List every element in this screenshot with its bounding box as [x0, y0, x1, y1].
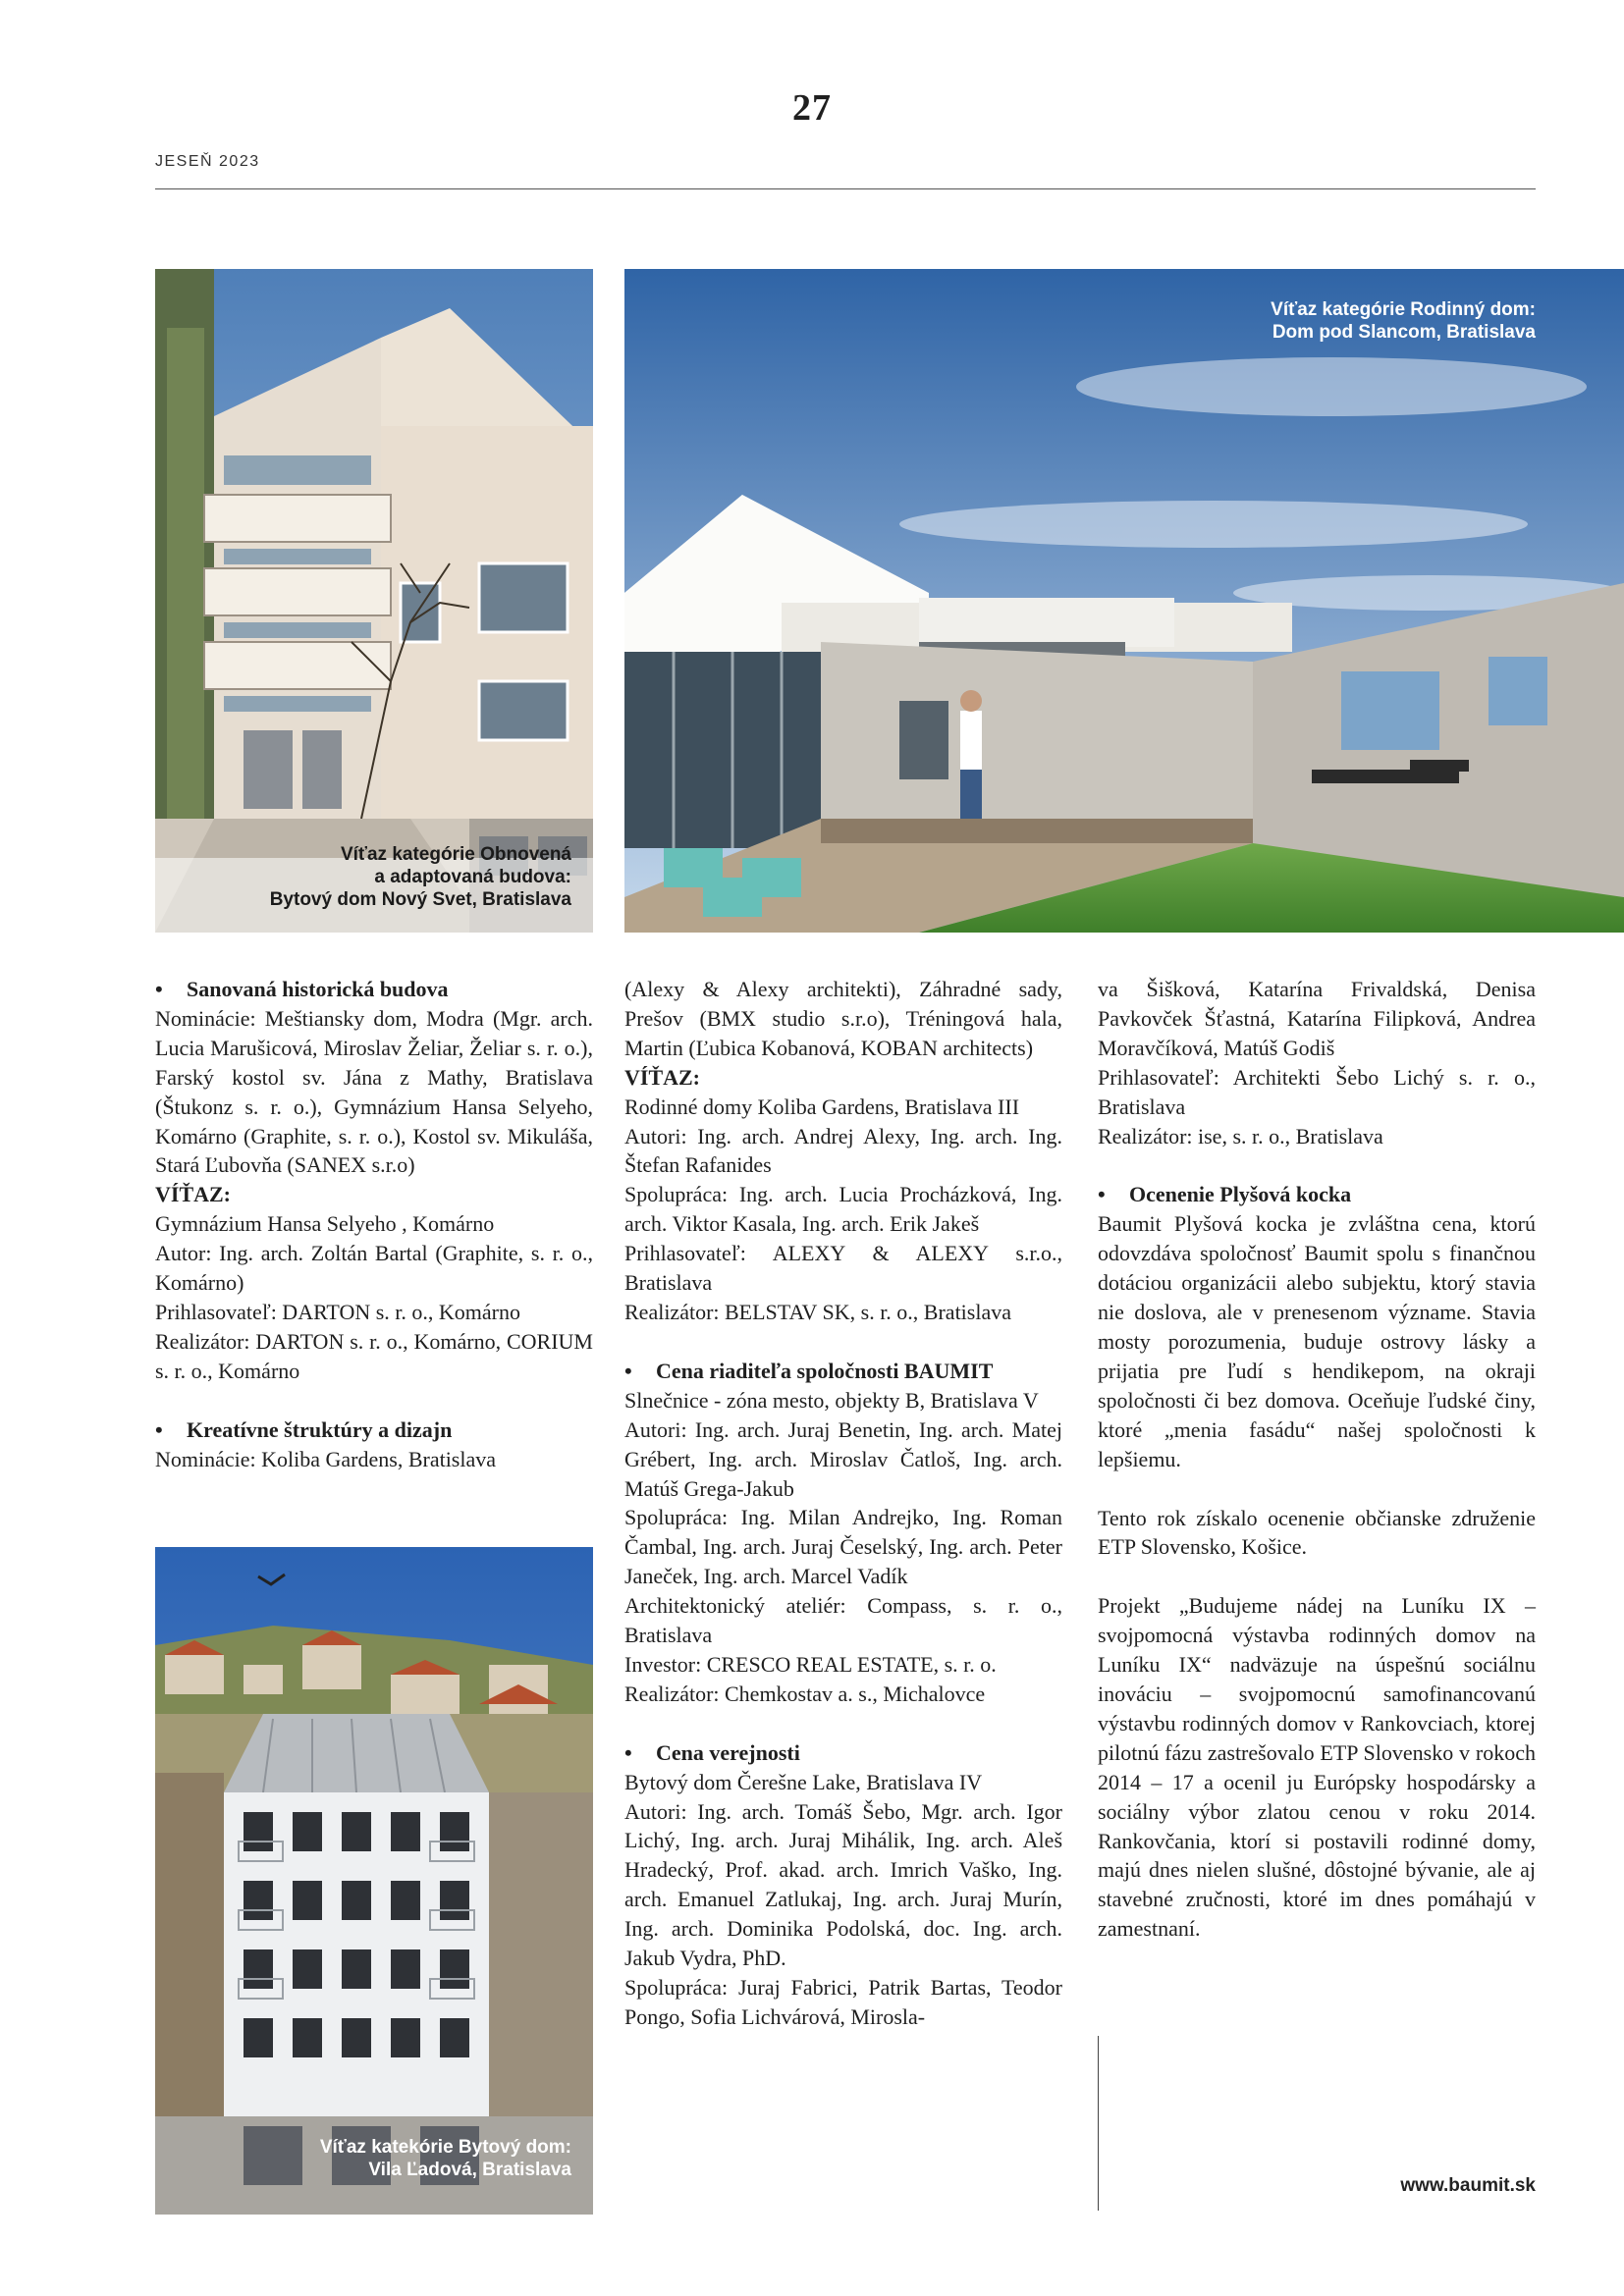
house-illustration [624, 269, 1624, 933]
photo-caption-family-house [1271, 298, 1536, 344]
winner-label: VÍŤAZ: [624, 1064, 701, 1090]
caption-line: Dom pod Slancom, Bratislava [1272, 322, 1536, 343]
caption-line: Víťaz kategórie Rodinný dom: [1271, 299, 1536, 320]
winner-label: VÍŤAZ: [155, 1182, 232, 1207]
section-heading: • Cena verejnosti [624, 1739, 800, 1765]
caption-line: Víťaz kategórie Obnovená [340, 844, 571, 865]
body-text: Autori: Ing. arch. Tomáš Šebo, Mgr. arch. Igor Lichý, Ing. arch. Juraj Mihálik, Ing. arch. Aleš Hradecký, Prof. akad. arch. Imrich Vaško, Ing. arch. Emanuel Zatlukaj, Ing. arch. Juraj Murín, Ing. arch. Dominika Podolská, doc. Ing. arch. Jakub Vydra, PhD. [624, 1798, 1062, 1971]
caption-line: Víťaz katekórie Bytový dom: [319, 2137, 571, 2158]
section-title: Ocenenie Plyšová kocka [1129, 1182, 1352, 1207]
body-text: Slnečnice - zóna mesto, objekty B, Bratislava V [624, 1387, 1039, 1413]
photo-family-house [624, 269, 1624, 933]
section-title: Cena verejnosti [656, 1739, 800, 1765]
body-text: Autor: Ing. arch. Zoltán Bartal (Graphite, s. r. o., Komárno) [155, 1241, 593, 1296]
body-text: Autori: Ing. arch. Andrej Alexy, Ing. arch. Ing. Štefan Rafanides [624, 1123, 1062, 1178]
photo-caption-apartment [320, 2136, 571, 2181]
section-heading: • Cena riaditeľa spoločnosti BAUMIT [624, 1358, 994, 1383]
section-heading: • Ocenenie Plyšová kocka [1098, 1182, 1352, 1207]
building-illustration [155, 269, 593, 933]
body-text: Investor: CRESCO REAL ESTATE, s. r. o. [624, 1651, 997, 1677]
body-text: Tento rok získalo ocenenie občianske združenie ETP Slovensko, Košice. [1098, 1505, 1536, 1560]
apartment-illustration [155, 1547, 593, 2215]
page-number: 27 [792, 87, 832, 129]
text-column-3 [1098, 975, 1536, 1944]
body-text: Rodinné domy Koliba Gardens, Bratislava III [624, 1094, 1020, 1119]
body-text: Baumit Plyšová kocka je zvláštna cena, ktorú odovzdáva spoločnosť Baumit spolu s finančnou dotáciou organizácii alebo subjektu, ktorý stavia nie doslova, ale v prenesenom význame. Stavia mosty porozumenia, buduje ostrovy lásky a prijatia pre ľudí s hendikepom, na okraji spoločnosti či bez domova. Oceňuje ľudské činy, ktoré „menia fasádu“ našej spoločnosti k lepšiemu. [1098, 1211, 1536, 1471]
body-text: Realizátor: Chemkostav a. s., Michalovce [624, 1681, 986, 1706]
section-title: Cena riaditeľa spoločnosti BAUMIT [656, 1358, 994, 1383]
body-text: Nominácie: Koliba Gardens, Bratislava [155, 1446, 497, 1471]
body-text: (Alexy & Alexy architekti), Záhradné sady, Prešov (BMX studio s.r.o), Tréningová hala, Martin (Ľubica Kobanová, KOBAN architects) [624, 977, 1062, 1060]
issue-label: JESEŇ 2023 [155, 153, 260, 170]
body-text: Architektonický ateliér: Compass, s. r. o., Bratislava [624, 1593, 1062, 1648]
body-text: Prihlasovateľ: ALEXY & ALEXY s.r.o., Bratislava [624, 1241, 1062, 1296]
header-divider [155, 188, 1536, 189]
section-title: Kreatívne štruktúry a dizajn [187, 1416, 453, 1442]
body-text: Realizátor: BELSTAV SK, s. r. o., Bratislava [624, 1299, 1012, 1324]
body-text: va Šišková, Katarína Frivaldská, Denisa Pavkovček Šťastná, Katarína Filipková, Andrea Moravčíková, Matúš Godiš [1098, 977, 1536, 1060]
body-text: Prihlasovateľ: DARTON s. r. o., Komárno [155, 1299, 521, 1324]
body-text: Realizátor: ise, s. r. o., Bratislava [1098, 1123, 1383, 1148]
photo-apartment-building [155, 1547, 593, 2215]
section-heading: • Kreatívne štruktúry a dizajn [155, 1416, 453, 1442]
body-text: Autori: Ing. arch. Juraj Benetin, Ing. arch. Matej Grébert, Ing. arch. Miroslav Čatloš, Ing. arch. Matúš Grega-Jakub [624, 1416, 1062, 1501]
body-text: Realizátor: DARTON s. r. o., Komárno, CORIUM s. r. o., Komárno [155, 1328, 593, 1383]
body-text: Prihlasovateľ: Architekti Šebo Lichý s. r. o., Bratislava [1098, 1064, 1536, 1119]
caption-line: a adaptovaná budova: [374, 867, 571, 887]
caption-line: Bytový dom Nový Svet, Bratislava [269, 889, 571, 910]
section-title: Sanovaná historická budova [187, 977, 449, 1001]
photo-caption-renovated [270, 843, 571, 911]
text-column-2 [624, 975, 1062, 2032]
body-text: Bytový dom Čerešne Lake, Bratislava IV [624, 1769, 983, 1794]
text-column-1 [155, 975, 593, 1474]
caption-line: Vila Ľadová, Bratislava [368, 2160, 571, 2180]
body-text: Spolupráca: Ing. arch. Lucia Procházková, Ing. arch. Viktor Kasala, Ing. arch. Erik Jakeš [624, 1182, 1062, 1237]
body-text: Spolupráca: Juraj Fabrici, Patrik Bartas, Teodor Pongo, Sofia Lichvárová, Mirosla- [624, 1975, 1062, 2029]
body-text: Nominácie: Meštiansky dom, Modra (Mgr. arch. Lucia Marušicová, Miroslav Želiar, Želiar s. r. o.), Farský kostol sv. Jána z Mathy, Bratislava (Štukonz s. r. o.), Gymnázium Hansa Selyeho, Komárno (Graphite, s. r. o.), Kostol sv. Mikuláša, Stará Ľubovňa (SANEX s.r.o) [155, 1005, 593, 1178]
photo-renovated-building [155, 269, 593, 933]
body-text: Projekt „Budujeme nádej na Luníku IX – svojpomocná výstavba rodinných domov na Luníku IX“ nadväzuje na úspešnú sociálnu inováciu – svojpomocnú samofinancovanú výstavbu rodinných domov v Rankovciach, ktorej pilotnú fázu zastrešovalo ETP Slovensko v rokoch 2014 – 17 a ocenil ju Európsky hospodársky a sociálny výbor zlatou cenou v roku 2014. Rankovčania, ktorí si postavili rodinné domy, majú dnes nielen slušné, dôstojné bývanie, ale aj stavebné zručnosti, ktoré im dnes pomáhajú v zamestnaní. [1098, 1593, 1536, 1942]
body-text: Gymnázium Hansa Selyeho , Komárno [155, 1211, 495, 1237]
body-text: Spolupráca: Ing. Milan Andrejko, Ing. Roman Čambal, Ing. arch. Juraj Česelský, Ing. arch. Peter Janeček, Ing. arch. Marcel Vadík [624, 1505, 1062, 1589]
column-divider [1098, 2036, 1099, 2211]
footer-website: www.baumit.sk [1400, 2175, 1536, 2196]
section-heading: • Sanovaná historická budova [155, 977, 449, 1001]
